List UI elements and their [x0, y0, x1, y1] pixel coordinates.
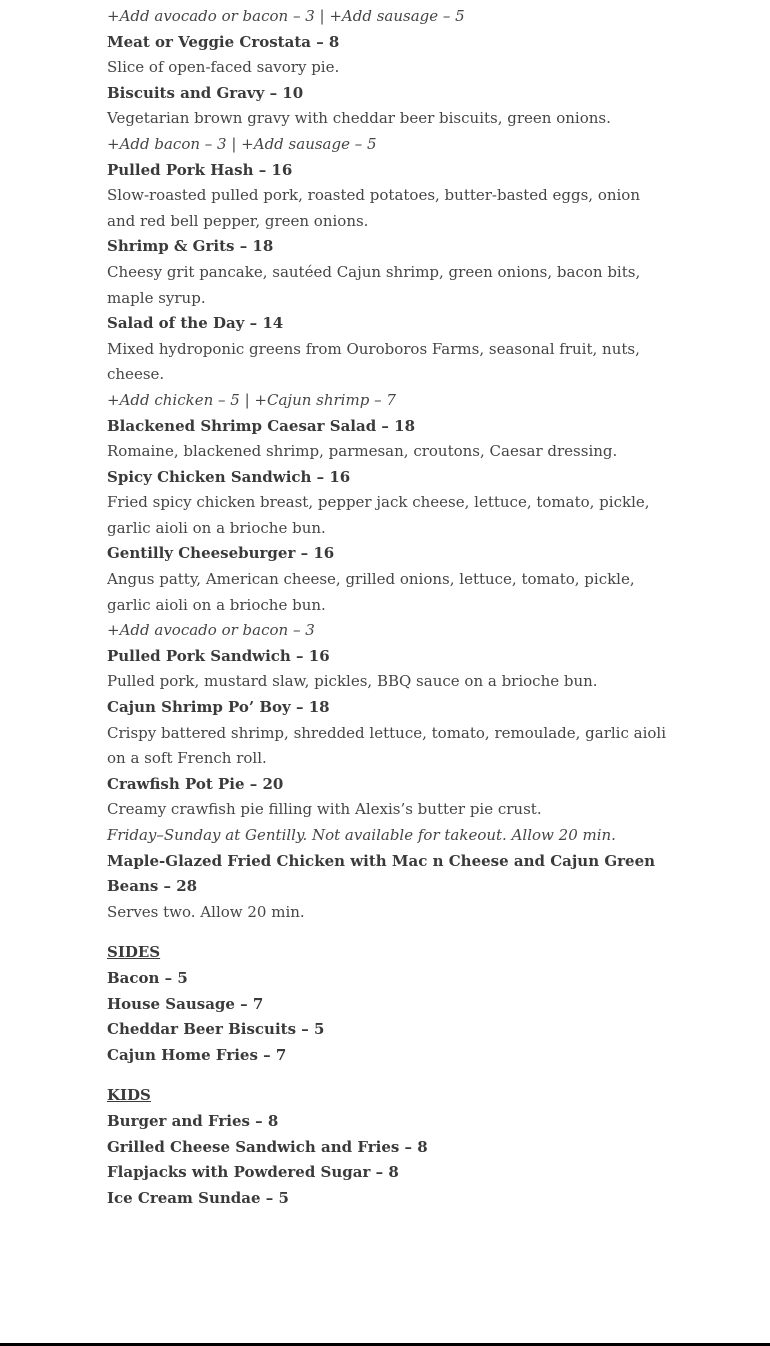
menu-item-salad-of-the-day [107, 311, 667, 413]
side-item: Cheddar Beer Biscuits – 5 [107, 1020, 325, 1039]
item-title: Salad of the Day – 14 [107, 314, 284, 333]
menu-item-crawfish-pot-pie [107, 772, 667, 849]
item-description: Mixed hydroponic greens from Ouroboros Farms, seasonal fruit, nuts, cheese. [107, 339, 640, 384]
sides-heading: SIDES [107, 943, 161, 962]
side-item: Bacon – 5 [107, 968, 188, 987]
item-description: Fried spicy chicken breast, pepper jack cheese, lettuce, tomato, pickle, garlic aioli on a brioche bun. [107, 493, 650, 537]
menu-item-fried-chicken [107, 849, 667, 926]
kids-section [107, 1083, 667, 1211]
menu-item-shrimp-grits [107, 234, 667, 311]
item-description: Serves two. Allow 20 min. [107, 902, 305, 921]
item-title: Blackened Shrimp Caesar Salad – 18 [107, 416, 416, 435]
item-description: Crispy battered shrimp, shredded lettuce, tomato, remoulade, garlic aioli on a soft French roll. [107, 723, 667, 768]
item-title: Shrimp & Grits – 18 [107, 237, 274, 256]
menu-item-spicy-chicken-sandwich [107, 465, 667, 542]
item-description: Angus patty, American cheese, grilled onions, lettuce, tomato, pickle, garlic aioli on a brioche bun. [107, 570, 635, 614]
kids-heading: KIDS [107, 1086, 151, 1105]
side-item: Cajun Home Fries – 7 [107, 1045, 287, 1064]
item-title: Pulled Pork Hash – 16 [107, 160, 293, 179]
item-title: Gentilly Cheeseburger – 16 [107, 544, 335, 563]
item-description: Slice of open-faced savory pie. [107, 58, 340, 77]
item-title: Pulled Pork Sandwich – 16 [107, 646, 330, 665]
item-title: Biscuits and Gravy – 10 [107, 83, 304, 102]
item-title: Spicy Chicken Sandwich – 16 [107, 467, 351, 486]
menu-document [107, 4, 667, 1211]
item-description: Vegetarian brown gravy with cheddar beer biscuits, green onions. [107, 109, 611, 128]
kids-item: Burger and Fries – 8 [107, 1111, 279, 1130]
menu-item-pulled-pork-hash [107, 158, 667, 235]
item-description: Pulled pork, mustard slaw, pickles, BBQ sauce on a brioche bun. [107, 672, 598, 691]
item-addon-note: +Add chicken – 5 | +Cajun shrimp – 7 [107, 390, 396, 409]
top-addon-note: +Add avocado or bacon – 3 | +Add sausage – 5 [107, 7, 465, 25]
kids-item: Grilled Cheese Sandwich and Fries – 8 [107, 1137, 428, 1156]
item-availability-note: Friday–Sunday at Gentilly. Not available for takeout. Allow 20 min. [107, 826, 616, 844]
menu-item-biscuits-gravy [107, 81, 667, 158]
item-title: Meat or Veggie Crostata – 8 [107, 32, 340, 51]
item-title: Cajun Shrimp Po’ Boy – 18 [107, 698, 330, 717]
item-title: Crawfish Pot Pie – 20 [107, 774, 284, 793]
menu-item-cheeseburger [107, 541, 667, 643]
menu-item-crostata [107, 30, 667, 81]
sides-section [107, 940, 667, 1068]
item-description: Romaine, blackened shrimp, parmesan, croutons, Caesar dressing. [107, 442, 618, 461]
item-description: Cheesy grit pancake, sautéed Cajun shrimp, green onions, bacon bits, maple syrup. [107, 262, 641, 307]
item-description: Slow-roasted pulled pork, roasted potatoes, butter-basted eggs, onion and red bell pepper, green onions. [107, 186, 640, 230]
menu-item-po-boy [107, 695, 667, 772]
item-title: Maple-Glazed Fried Chicken with Mac n Cheese and Cajun Green Beans – 28 [107, 851, 656, 896]
side-item: House Sausage – 7 [107, 994, 264, 1013]
menu-item-pulled-pork-sandwich [107, 644, 667, 695]
kids-item: Ice Cream Sundae – 5 [107, 1188, 289, 1207]
item-addon-note: +Add avocado or bacon – 3 [107, 621, 315, 640]
menu-item-caesar-salad [107, 414, 667, 465]
item-addon-note: +Add bacon – 3 | +Add sausage – 5 [107, 134, 377, 153]
item-description: Creamy crawfish pie filling with Alexis’s butter pie crust. [107, 800, 542, 819]
kids-item: Flapjacks with Powdered Sugar – 8 [107, 1163, 399, 1182]
